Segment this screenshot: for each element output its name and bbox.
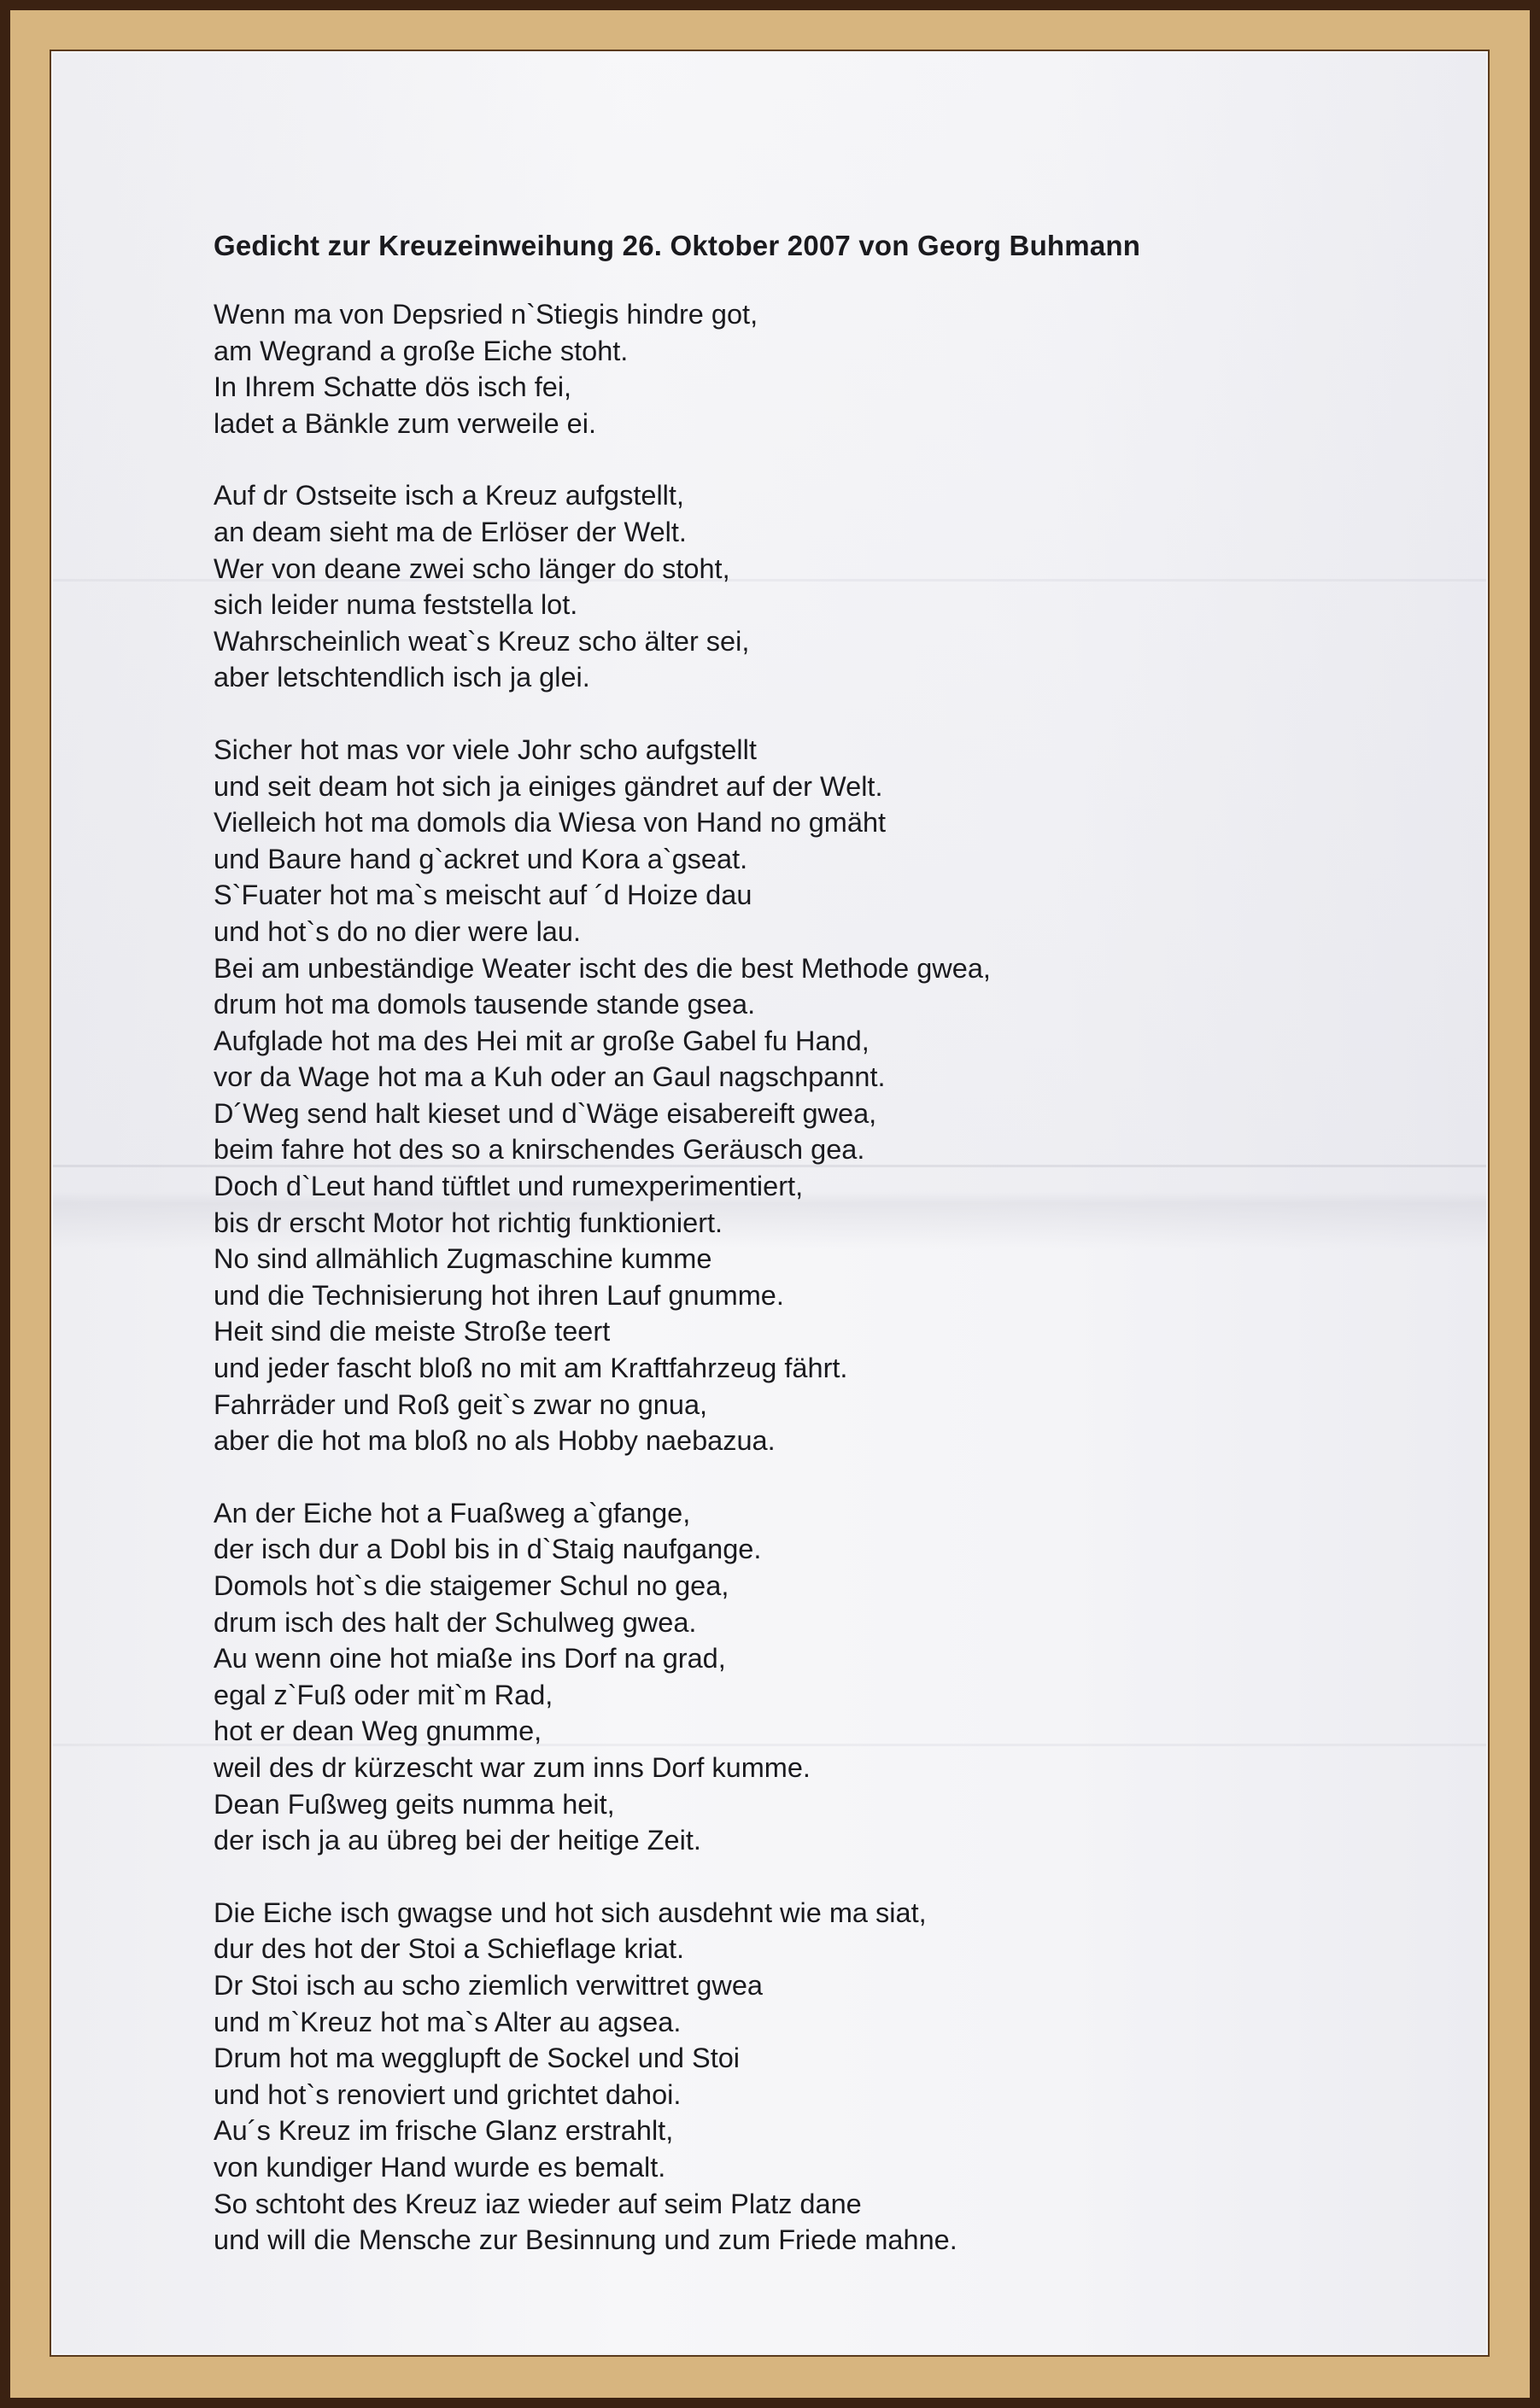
poem-line: Au´s Kreuz im frische Glanz erstrahlt, — [214, 2115, 674, 2147]
paper-sheet — [53, 53, 1486, 2353]
poem-line: Dean Fußweg geits numma heit, — [214, 1788, 615, 1820]
poem-stanza — [214, 1495, 1409, 1859]
poem-line: hot er dean Weg gnumme, — [214, 1715, 542, 1747]
poem-line: Wer von deane zwei scho länger do stoht, — [214, 552, 730, 584]
poem-line: und hot`s do no dier were lau. — [214, 915, 581, 947]
poem-line: bis dr erscht Motor hot richtig funktioniert. — [214, 1207, 723, 1238]
poem-line: D´Weg send halt kieset und d`Wäge eisabereift gwea, — [214, 1097, 877, 1129]
poem-line: Heit sind die meiste Stroße teert — [214, 1316, 611, 1347]
poem-stanza — [214, 732, 1409, 1459]
poem-line: beim fahre hot des so a knirschendes Geräusch gea. — [214, 1134, 865, 1166]
poem-line: Au wenn oine hot miaße ins Dorf na grad, — [214, 1643, 726, 1674]
poem-line: Sicher hot mas vor viele Johr scho aufgstellt — [214, 734, 757, 765]
poem-line: No sind allmählich Zugmaschine kumme — [214, 1243, 712, 1275]
poem-line: und Baure hand g`ackret und Kora a`gseat. — [214, 843, 748, 874]
poem-line: Wahrscheinlich weat`s Kreuz scho älter sei, — [214, 625, 750, 657]
poem-title: Gedicht zur Kreuzeinweihung 26. Oktober 2007 von Georg Buhmann — [214, 230, 1141, 261]
poem-line: Vielleich hot ma domols dia Wiesa von Hand no gmäht — [214, 807, 887, 839]
poem-line: von kundiger Hand wurde es bemalt. — [214, 2151, 666, 2183]
poem-line: Wenn ma von Depsried n`Stiegis hindre got, — [214, 299, 758, 330]
poem-line: So schtoht des Kreuz iaz wieder auf seim Platz dane — [214, 2188, 862, 2219]
poem-line: der isch dur a Dobl bis in d`Staig naufgange. — [214, 1534, 762, 1565]
poem-stanza — [214, 1895, 1409, 2259]
poem-line: und seit deam hot sich ja einiges gändret auf der Welt. — [214, 770, 883, 802]
poem-line: Doch d`Leut hand tüftlet und rumexperimentiert, — [214, 1171, 804, 1202]
poem-line: Drum hot ma wegglupft de Sockel und Stoi — [214, 2043, 741, 2074]
poem-line: sich leider numa feststella lot. — [214, 589, 578, 621]
poem-line: aber letschtendlich isch ja glei. — [214, 662, 590, 693]
poem-line: drum hot ma domols tausende stande gsea. — [214, 989, 756, 1020]
poem-line: und will die Mensche zur Besinnung und zum Friede mahne. — [214, 2224, 957, 2256]
poem-line: aber die hot ma bloß no als Hobby naebazua. — [214, 1425, 776, 1457]
poem-line: Auf dr Ostseite isch a Kreuz aufgstellt, — [214, 480, 684, 511]
poem-stanza — [214, 477, 1409, 696]
poem-line: S`Fuater hot ma`s meischt auf ´d Hoize dau — [214, 880, 752, 911]
poem-line: ladet a Bänkle zum verweile ei. — [214, 407, 597, 439]
poem-line: Bei am unbeständige Weater ischt des die best Methode gwea, — [214, 952, 991, 984]
poem-line: Fahrräder und Roß geit`s zwar no gnua, — [214, 1388, 708, 1420]
poem-line: am Wegrand a große Eiche stoht. — [214, 335, 629, 366]
poem-line: und die Technisierung hot ihren Lauf gnumme. — [214, 1279, 784, 1311]
poem-line: Die Eiche isch gwagse und hot sich ausdehnt wie ma siat, — [214, 1897, 927, 1928]
poem-line: An der Eiche hot a Fuaßweg a`gfange, — [214, 1497, 691, 1528]
poem-line: dur des hot der Stoi a Schieflage kriat. — [214, 1933, 685, 1965]
poem-line: an deam sieht ma de Erlöser der Welt. — [214, 516, 687, 547]
poem-line: vor da Wage hot ma a Kuh oder an Gaul nagschpannt. — [214, 1061, 886, 1093]
poem — [214, 181, 1409, 2294]
poem-line: In Ihrem Schatte dös isch fei, — [214, 371, 572, 403]
poem-line: und m`Kreuz hot ma`s Alter au agsea. — [214, 2006, 682, 2037]
poem-line: Aufglade hot ma des Hei mit ar große Gabel fu Hand, — [214, 1025, 870, 1056]
poem-body — [214, 296, 1409, 2259]
poem-line: drum isch des halt der Schulweg gwea. — [214, 1606, 697, 1638]
poem-stanza — [214, 296, 1409, 441]
poem-line: egal z`Fuß oder mit`m Rad, — [214, 1679, 553, 1710]
poem-line: Domols hot`s die staigemer Schul no gea, — [214, 1570, 729, 1601]
poem-line: Dr Stoi isch au scho ziemlich verwittret gwea — [214, 1969, 764, 2001]
poem-line: und hot`s renoviert und grichtet dahoi. — [214, 2078, 682, 2110]
poem-line: der isch ja au übreg bei der heitige Zeit. — [214, 1825, 701, 1856]
poem-line: und jeder fascht bloß no mit am Kraftfahrzeug fährt. — [214, 1353, 848, 1384]
poem-line: weil des dr kürzescht war zum inns Dorf kumme. — [214, 1751, 811, 1783]
